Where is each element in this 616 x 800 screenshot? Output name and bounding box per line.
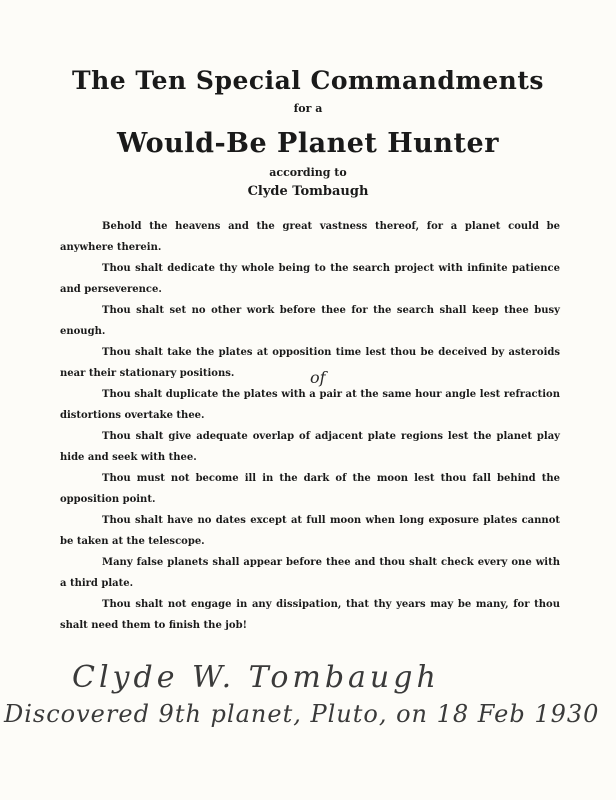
document-title: The Ten Special Commandments — [72, 66, 544, 95]
commandment-4: Thou shalt take the plates at opposition time lest thou be deceived by asteroids near their stationary positions. — [60, 347, 560, 379]
commandment-5: Thou shalt duplicate the plates with a pair at the same hour angle lest refraction distortions overtake thee. — [60, 389, 560, 421]
commandment-6: Thou shalt give adequate overlap of adjacent plate regions lest the planet play hide and seek with thee. — [60, 431, 560, 463]
according-to-line: according to — [269, 166, 347, 179]
author-name: Clyde Tombaugh — [247, 184, 369, 199]
commandment-7: Thou must not become ill in the dark of the moon lest thou fall behind the opposition point. — [60, 473, 560, 505]
for-a-line: for a — [293, 102, 323, 115]
commandment-8: Thou shalt have no dates except at full moon when long exposure plates cannot be taken at the telescope. — [60, 515, 560, 547]
document-subtitle: Would-Be Planet Hunter — [117, 128, 499, 159]
commandments-list — [60, 216, 560, 636]
handwritten-signature: Clyde W. Tombaugh — [72, 660, 440, 695]
commandment-10: Thou shalt not engage in any dissipation, that thy years may be many, for thou shalt need them to finish the job! — [60, 599, 560, 631]
handwritten-note: Discovered 9th planet, Pluto, on 18 Feb 1930 — [4, 700, 600, 728]
commandment-3: Thou shalt set no other work before thee for the search shall keep thee busy enough. — [60, 305, 560, 337]
handwritten-insert: of — [310, 368, 326, 387]
commandment-1: Behold the heavens and the great vastness thereof, for a planet could be anywhere therein. — [60, 221, 560, 253]
commandment-9: Many false planets shall appear before thee and thou shalt check every one with a third plate. — [60, 557, 560, 589]
commandment-2: Thou shalt dedicate thy whole being to the search project with infinite patience and perseverence. — [60, 263, 560, 295]
